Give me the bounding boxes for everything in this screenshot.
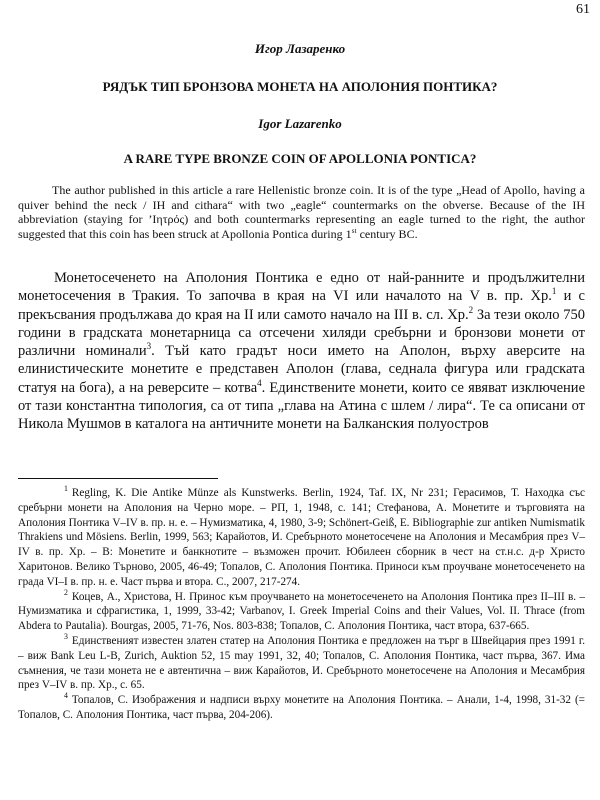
footnote-2: $^2$ Коцев, А., Христова, Н. Принос към проучването на монетосеченето на Аполония Понтика през II–III в. – Нумизматика и сфрагистика, 1, 1999, 33-42; Varbanov, I. Greek Imperial Coins and their Values, Vol. II. Thrace (from Abdera to Pautalia). Bourgas, 2005, 71-76, Nos. 803-838; Топалов, С. Аполония Понтика, част втора, 637-665.	[18, 587, 585, 633]
abstract	[18, 183, 585, 241]
footnote-1: $^1$ Regling, K. Die Antike Münze als Kunstwerks. Berlin, 1924, Taf. IX, Nr 231; Герасимов, Т. Находка със сребърни монети на Аполония на Черно море. – PП, 1, 1948, с. 141; Стефанова, А. Монетите и търговията на Аполония Понтика V–IV в. пр. н. е. – Нумизматика, 4, 1980, 3-9; Schönert-Geiß, E. Bibliographie zur antiken Numismatik Thrakiens und Mösiens. Berlin, 1999, 563; Карайотов, И. Сребърното монетосечене на Аполония и Месамбрия през V–IV в. пр. Хр. – В: Монетите и банкнотите – възможен прочит. Юбилеен сборник в чест на ст.н.с. д-р Христо Харитонов. Велико Търново, 2005, 46-49; Топалов, С. Аполония Понтика. Приноси към проучване монетосеченето на града VI–I в. пр. н. е. Част първа и втора. С., 2007, 217-274.	[18, 484, 585, 588]
footnote-3: $^3$ Единственият известен златен статер на Аполония Понтика е предложен на търг в Швейцария през 1991 г. – виж Bank Leu L-B, Zurich, Auktion 52, 15 may 1991, 32, 40; Топалов, С. Аполония Понтика, част първа, 367. Има съмнения, че тази монета не е автентична – виж Карайотов, И. Сребърното монетосечене на Аполония и Месамбрия през V–IV в. пр. Хр., с. 65.	[18, 632, 585, 692]
author-name-en: Igor Lazarenko	[258, 116, 342, 131]
footnotes	[18, 486, 585, 723]
footnote-ref: 4	[257, 377, 262, 388]
author-name-bg: Игор Лазаренко	[254, 41, 346, 56]
footnote-divider	[18, 478, 218, 479]
article-title-bg: РЯДЪК ТИП БРОНЗОВА МОНЕТА НА АПОЛОНИЯ ПОНТИКА?	[102, 79, 498, 94]
footnote-ref: 1	[551, 286, 557, 297]
article-title-en: A RARE TYPE BRONZE COIN OF APOLLONIA PONTICA?	[123, 151, 477, 166]
footnote-ref: 3	[146, 341, 152, 352]
footnote-4: $^4$ Топалов, С. Изображения и надписи върху монетите на Аполония Понтика. – Анали, 1-4, 1998, 31-32 (= Топалов, С. Аполония Понтика, част първа, 204-206).	[18, 691, 585, 721]
body-paragraph: Монетосеченето на Аполония Понтика е едно от най-ранните и продължителни монетосечения в Тракия. То започва в края на VI или началото на V в. пр. Хр.$^1$ и с прекъсвания продължава до края на II или самото начало на III в. сл. Хр.$^2$ За тези около 750 години в градската монетарница са отсечени хиляди сребърни и бронзови монети от различни номинали$^3$. Тъй като градът носи името на Аполон, върху аверсите на елинистическите монетите е представен Аполон (глава, седнала фигура или градската статуя на бога), а на реверсите – котва$^4$. Единствените монети, които се явяват изключение от тази константна типология, са от типа „глава на Атина с шлем / лира“. Те са описани от Никола Мушмов в каталога на античните монети на Балканския полуостров	[18, 270, 586, 433]
footnote-ref: 2	[468, 304, 474, 315]
page-number: 61	[576, 2, 590, 17]
abstract-paragraph: The author published in this article a rare Hellenistic bronze coin. It is of the type „Head of Apollo, having a quiver behind the neck / IH and cithara“ with two „eagle“ countermarks on the obverse. Because of the IH abbreviation (staying for ’Ιητρός) and both countermarks representing an eagle turned to the right, the author suggested that this coin has been struck at Apollonia Pontica during 1st century BC.	[18, 183, 585, 241]
